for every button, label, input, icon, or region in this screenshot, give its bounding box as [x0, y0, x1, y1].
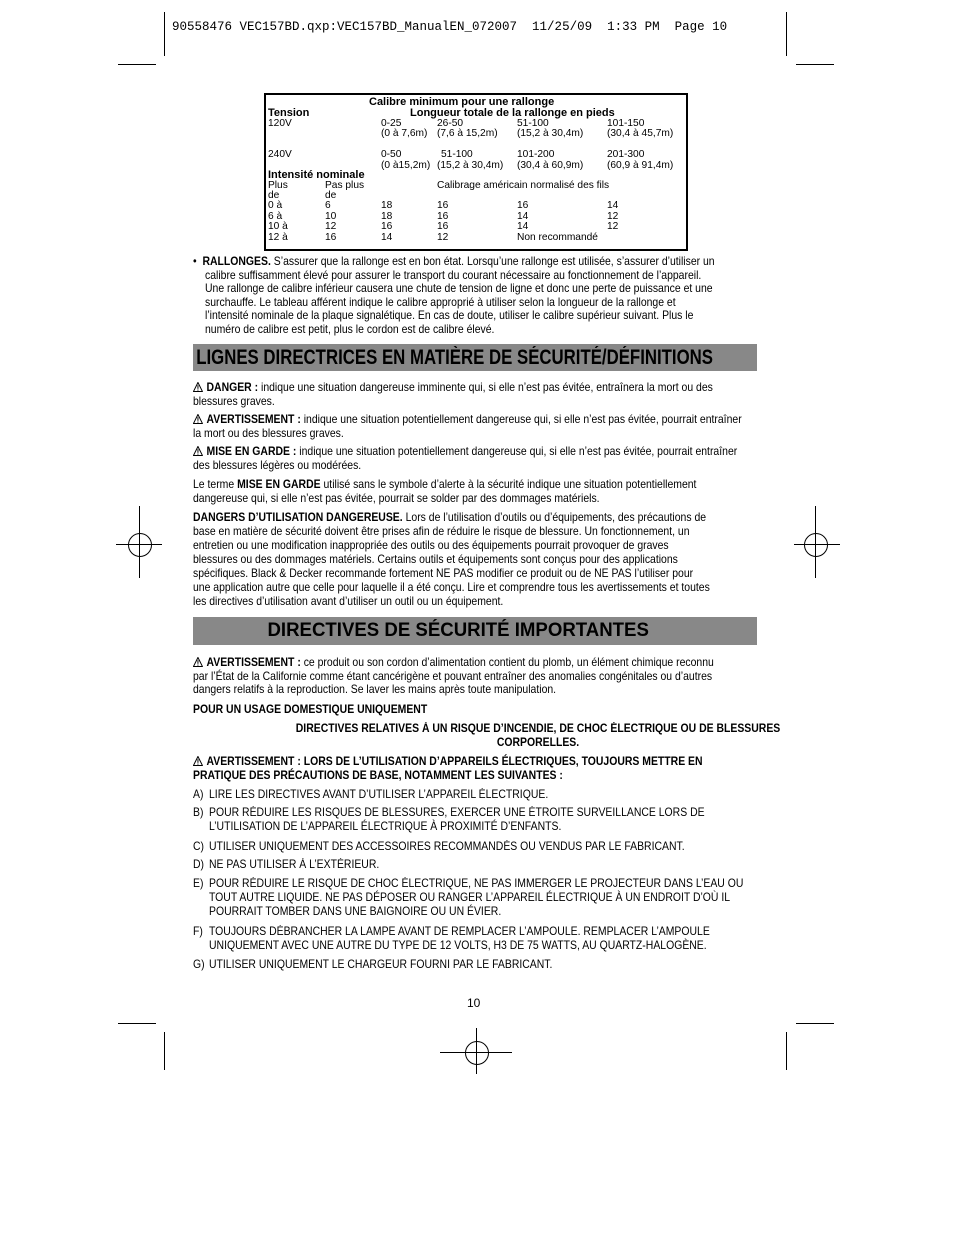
section-title: DIRECTIVES DE SÉCURITÉ IMPORTANTES: [267, 620, 649, 641]
rallonges-line: numéro de calibre est petit, plus le cordon est de calibre élevé.: [205, 323, 495, 336]
table-cell: 12 à: [268, 231, 288, 243]
rallonges-line: Une rallonge de calibre inférieur causera une chute de tension de ligne et donc une perte de puissance et une: [205, 282, 713, 296]
rallonges-line: S’assurer que la rallonge est en bon état. Lorsqu’une rallonge est utilisée, s’assurer d’utiliser un: [273, 255, 715, 268]
table-cell: 101-200: [517, 149, 555, 160]
warning-triangle-icon: [193, 446, 203, 456]
table-cell: (15,2 à 30,4m): [437, 160, 504, 171]
rallonges-line: calibre suffisamment élevé pour assurer le transport du courant nécessaire au fonctionnement de l’appareil.: [205, 268, 702, 282]
list-item: POUR RÉDUIRE LES RISQUES DE BLESSURES, EXERCER UNE ÉTROITE SURVEILLANCE LORS DE L’UTILISATION DE L’APPAREIL ÉLECTRIQUE À PROXIMITÉ D’ENFANTS.: [209, 806, 705, 833]
table-cell: 201-300: [607, 149, 645, 160]
table-cell: 16: [437, 210, 449, 222]
plomb-label: AVERTISSEMENT :: [206, 656, 301, 669]
dangers-label: DANGERS D’UTILISATION DANGEREUSE.: [193, 511, 403, 524]
table-cell: 16: [437, 200, 449, 211]
table-cell: 12: [325, 221, 337, 232]
rallonges-line: surchauffe. Le tableau afférent indique le calibre approprié à utiliser selon la longueur de la rallonge et: [205, 295, 676, 309]
list-item-letter: E): [193, 877, 204, 890]
list-item: LIRE LES DIRECTIVES AVANT D’UTILISER L’APPAREIL ÉLECTRIQUE.: [209, 788, 549, 801]
warning-triangle-icon: [193, 657, 203, 667]
dangers-text: Lors de l’utilisation d’outils ou d’équipements, des précautions de: [405, 511, 707, 524]
table-cell: 6 à: [268, 210, 283, 222]
list-item: POUR RÉDUIRE LE RISQUE DE CHOC ÉLECTRIQUE, NE PAS IMMERGER LE PROJECTEUR DANS L’EAU OU TOUT AUTRE LIQUIDE. NE PAS DÉPOSER OU RANGER L’APPAREIL ÉLECTRIQUE À UN ENDROIT D’OÙ IL POURRAIT TOMBER DANS UNE BAIGNOIRE OU UN ÉVIER.: [209, 877, 744, 918]
table-cell: (7,6 à 15,2m): [437, 128, 498, 139]
amperage-header: Intensité nominale: [268, 169, 365, 181]
table-cell: 18: [381, 210, 393, 222]
directives-heading: [277, 722, 799, 749]
awg-header: Calibrage américain normalisé des fils: [437, 180, 610, 191]
terme-bold: MISE EN GARDE: [237, 478, 321, 491]
table-cell: 12: [437, 231, 449, 243]
list-item-letter: C): [193, 840, 205, 853]
dangers-line: spécifiques. Black & Decker recommande fortement NE PAS modifier ce produit ou de NE PAS l’utiliser pour: [193, 567, 694, 580]
rallonges-paragraph: [193, 255, 751, 269]
list-item-letter: D): [193, 858, 205, 871]
terme-text: dangereuse qui, si elle n’est pas évitée, pourrait se solder par des dommages matériels.: [193, 491, 600, 505]
section-title: LIGNES DIRECTRICES EN MATIÈRE DE SÉCURITÉ/DÉFINITIONS: [196, 346, 713, 369]
table-cell: 14: [517, 221, 529, 232]
table-cell: 12: [607, 210, 619, 222]
table-cell: 14: [517, 210, 529, 222]
list-item-letter: A): [193, 788, 204, 801]
table-cell: 14: [381, 231, 393, 243]
warning-triangle-icon: [193, 756, 203, 766]
table-cell: 18: [381, 200, 393, 211]
domestique-heading: POUR UN USAGE DOMESTIQUE UNIQUEMENT: [193, 703, 428, 716]
list-item: UTILISER UNIQUEMENT DES ACCESSOIRES RECOMMANDÉS OU VENDUS PAR LE FABRICANT.: [209, 840, 685, 853]
directives-heading-line: CORPORELLES.: [496, 735, 580, 749]
plomb-warning: [193, 656, 751, 697]
warning-triangle-icon: [193, 382, 203, 392]
avertissement-label: AVERTISSEMENT :: [206, 413, 301, 426]
table-cell: 16: [381, 221, 393, 232]
precautions-line: AVERTISSEMENT : LORS DE L’UTILISATION D’APPAREILS ÉLECTRIQUES, TOUJOURS METTRE EN: [206, 755, 703, 768]
section-banner-directives: [193, 617, 757, 645]
definition-text: indique une situation dangereuse imminente qui, si elle n’est pas évitée, entraînera la mort ou des: [261, 381, 713, 394]
rallonges-line: l’intensité nominale de la plaque signalétique. En cas de doute, utiliser le calibre supérieur suivant. Plus le: [205, 309, 694, 323]
definition-text: indique une situation potentiellement dangereuse qui, si elle n’est pas évitée, pourrait entraîner: [303, 413, 742, 426]
table-cell: 0-25: [381, 118, 402, 129]
table-cell: 101-150: [607, 118, 645, 129]
table-cell: 6: [325, 200, 331, 211]
definition-text: des blessures légères ou modérées.: [193, 458, 362, 472]
crop-mark: [164, 1032, 165, 1070]
table-cell: 240V: [268, 149, 292, 160]
precautions-line: PRATIQUE DES PRÉCAUTIONS DE BASE, NOTAMMENT LES SUIVANTES :: [193, 768, 563, 782]
plomb-text: par l’État de la Californie comme étant cancérigène et pouvant entraîner des anomalies congénitales ou d’autres: [193, 669, 713, 683]
table-cell: (60,9 à 91,4m): [607, 160, 674, 171]
definition-text: indique une situation potentiellement dangereuse qui, si elle n’est pas évitée, pourrait entraîner: [299, 445, 738, 458]
table-cell: (30,4 à 45,7m): [607, 128, 674, 139]
table-cell: 26-50: [437, 118, 464, 129]
list-item-letter: G): [193, 958, 205, 971]
crop-mark: [796, 1023, 834, 1024]
table-cell: (0 à15,2m): [381, 160, 431, 171]
plomb-text: dangers relatifs à la reproduction. Se laver les mains après toute manipulation.: [193, 683, 557, 697]
crop-mark: [786, 12, 787, 56]
dangers-paragraph: [193, 511, 751, 525]
list-item: TOUJOURS DÉBRANCHER LA LAMPE AVANT DE REMPLACER L’AMPOULE. REMPLACER L’AMPOULE UNIQUEMENT AVEC UNE AUTRE DU TYPE DE 12 VOLTS, H3 DE 75 WATTS, AU QUARTZ-HALOGÈNE.: [209, 925, 710, 952]
rallonges-label: RALLONGES.: [202, 255, 271, 268]
table-cell: 51-100: [517, 118, 549, 129]
dangers-line: les directives d’utilisation avant d’utiliser un outil ou un équipement.: [193, 595, 504, 608]
table-cell: 0-50: [381, 149, 402, 160]
extension-cord-table: [264, 93, 688, 251]
list-item: NE PAS UTILISER À L’EXTÉRIEUR.: [209, 858, 380, 871]
warning-triangle-icon: [193, 414, 203, 424]
table-cell: de: [325, 190, 337, 201]
table-cell: 10 à: [268, 221, 288, 232]
table-cell: (30,4 à 60,9m): [517, 160, 584, 171]
print-header: 90558476 VEC157BD.qxp:VEC157BD_ManualEN_072007 11/25/09 1:33 PM Page 10: [172, 20, 728, 34]
avertissement-definition: [193, 413, 751, 440]
table-cell: Plus: [268, 180, 288, 191]
section-banner-definitions: [193, 344, 757, 371]
table-cell: 51-100: [441, 149, 473, 160]
table-cell: de: [268, 190, 280, 201]
crop-mark: [164, 12, 165, 56]
crop-mark: [118, 1023, 156, 1024]
mise-en-garde-label: MISE EN GARDE :: [206, 445, 297, 458]
dangers-line: base en matière de sécurité doivent être prises afin de réduire le risque de blessure. Un fonctionnement, un: [193, 525, 690, 538]
plomb-text: ce produit ou son cordon d’alimentation contient du plomb, un élément chimique reconnu: [303, 656, 714, 669]
page-number: 10: [467, 996, 481, 1010]
list-item: UTILISER UNIQUEMENT LE CHARGEUR FOURNI PAR LE FABRICANT.: [209, 958, 553, 971]
dangers-line: blessures ou des dommages matériels. Certains outils et équipements sont conçus pour des applications: [193, 553, 678, 566]
table-cell: 14: [607, 200, 619, 211]
table-cell: 16: [437, 221, 449, 232]
avertissement-precautions: [193, 755, 751, 782]
table-title: Calibre minimum pour une rallonge: [369, 96, 555, 108]
crop-mark: [786, 1032, 787, 1070]
table-cell: (15,2 à 30,4m): [517, 128, 584, 139]
terme-paragraph: [193, 478, 751, 505]
mise-en-garde-definition: [193, 445, 751, 472]
crop-mark: [796, 64, 834, 65]
table-cell: 0 à: [268, 200, 283, 211]
danger-definition: [193, 381, 751, 408]
terme-pre: Le terme: [193, 478, 235, 491]
table-cell: 120V: [268, 118, 292, 129]
crop-mark: [118, 64, 156, 65]
tension-header: Tension: [268, 107, 310, 119]
table-cell: Non recommandé: [517, 231, 598, 243]
table-cell: (0 à 7,6m): [381, 128, 428, 139]
definition-text: la mort ou des blessures graves.: [193, 426, 344, 440]
table-cell: 10: [325, 210, 337, 222]
terme-text: utilisé sans le symbole d’alerte à la sécurité indique une situation potentiellement: [323, 478, 697, 491]
length-header: Longueur totale de la rallonge en pieds: [410, 107, 615, 119]
list-item-letter: B): [193, 806, 204, 819]
definition-text: blessures graves.: [193, 394, 275, 408]
table-cell: 12: [607, 221, 619, 232]
danger-label: DANGER :: [206, 381, 259, 394]
bullet: •: [193, 255, 197, 268]
dangers-line: entretien ou une modification inappropriée des outils ou des équipements pourrait provoquer de graves: [193, 539, 669, 552]
table-cell: 16: [325, 231, 337, 243]
table-cell: 16: [517, 200, 529, 211]
table-cell: Pas plus: [325, 180, 365, 191]
directives-heading-line: DIRECTIVES RELATIVES À UN RISQUE D’INCENDIE, DE CHOC ÉLECTRIQUE OU DE BLESSURES: [295, 722, 781, 735]
dangers-line: une application autre que celle pour laquelle il a été conçu. Lire et comprendre tous les avertissements et toutes: [193, 581, 710, 594]
list-item-letter: F): [193, 925, 203, 938]
